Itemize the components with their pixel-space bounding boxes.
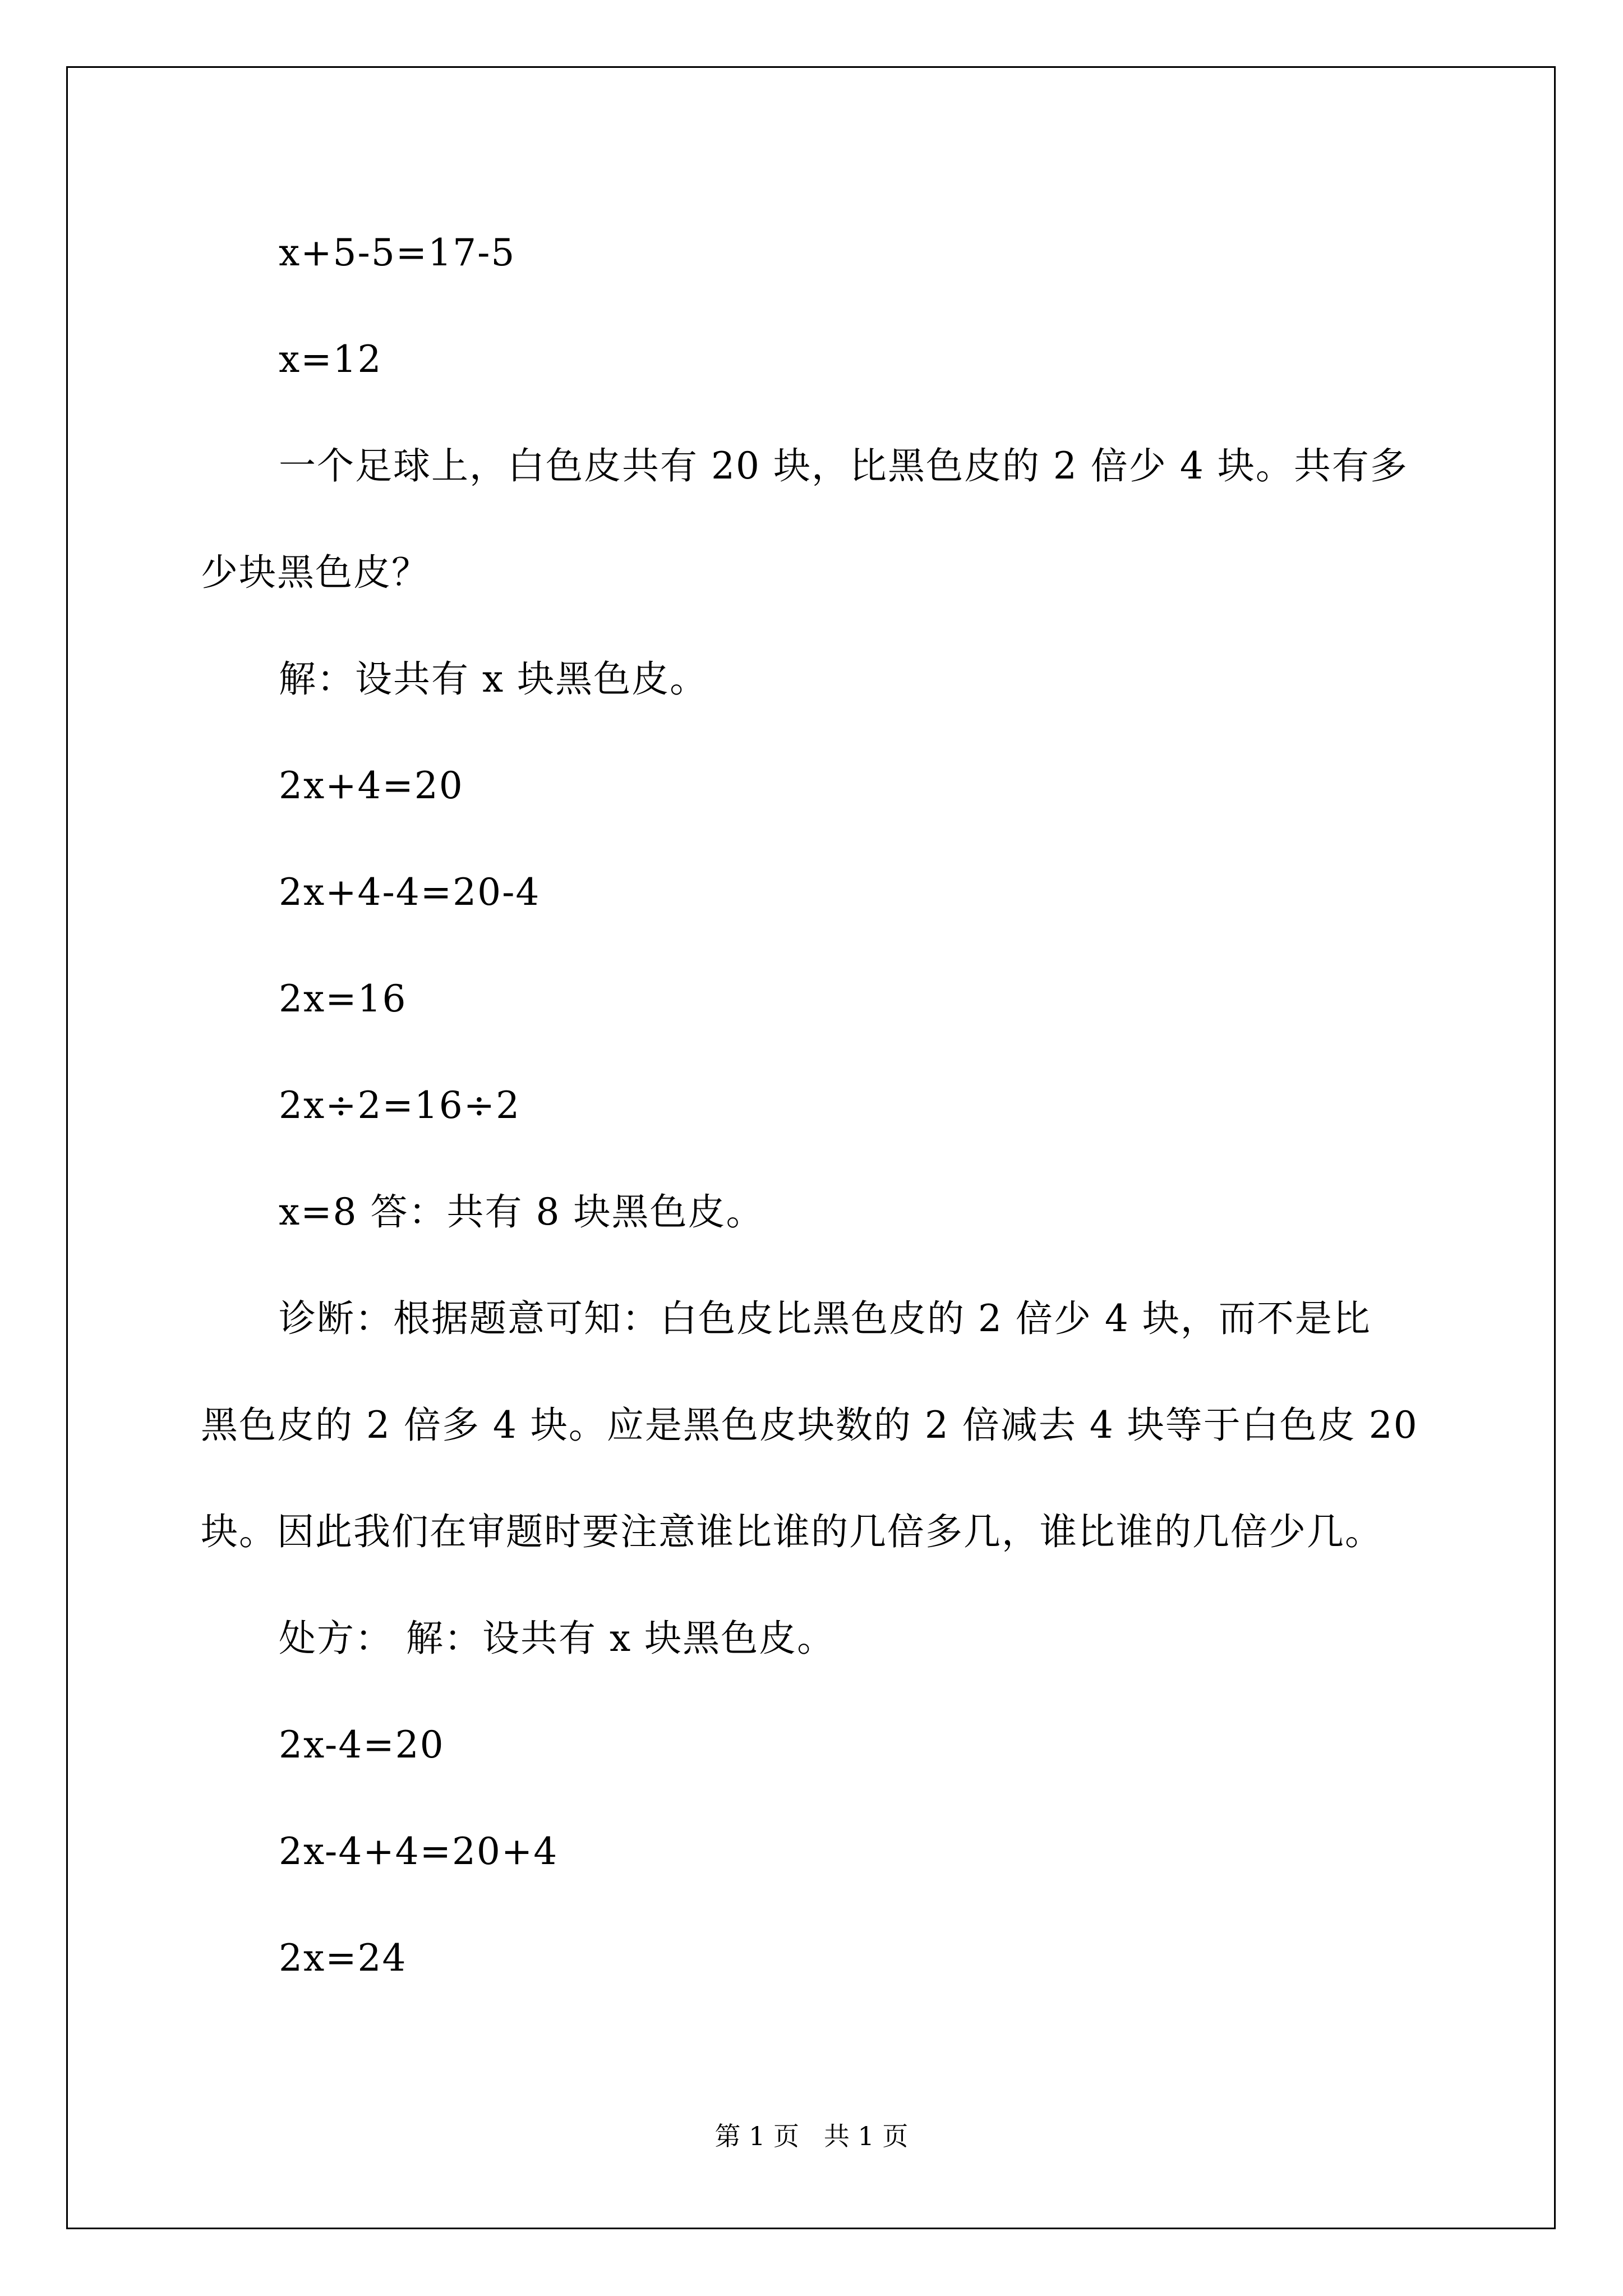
solution-setup: 解：设共有 x 块黑色皮。 — [279, 657, 708, 701]
equation-line: 2x+4-4=20-4 — [279, 871, 541, 914]
equation-line: 2x-4=20 — [279, 1723, 445, 1766]
page-border — [66, 66, 1556, 2229]
equation-line: 2x=24 — [279, 1936, 407, 1980]
diagnosis-text: 块。因此我们在审题时要注意谁比谁的几倍多几，谁比谁的几倍少几。 — [201, 1510, 1383, 1553]
answer-line: x=8 答：共有 8 块黑色皮。 — [279, 1190, 764, 1234]
equation-line: 2x+4=20 — [279, 764, 464, 807]
equation-line: 2x-4+4=20+4 — [279, 1830, 559, 1873]
diagnosis-text: 黑色皮的 2 倍多 4 块。应是黑色皮块数的 2 倍减去 4 块等于白色皮 20 — [201, 1404, 1418, 1447]
problem-text: 一个足球上，白色皮共有 20 块，比黑色皮的 2 倍少 4 块。共有多 — [279, 444, 1408, 487]
equation-line: x+5-5=17-5 — [279, 231, 516, 274]
equation-line: 2x=16 — [279, 977, 407, 1020]
equation-line: x=12 — [279, 338, 382, 381]
equation-line: 2x÷2=16÷2 — [279, 1084, 521, 1127]
prescription-text: 处方： 解：设共有 x 块黑色皮。 — [279, 1617, 836, 1660]
diagnosis-text: 诊断：根据题意可知：白色皮比黑色皮的 2 倍少 4 块，而不是比 — [279, 1297, 1371, 1340]
page-footer: 第 1 页 共 1 页 — [714, 2121, 909, 2151]
problem-text: 少块黑色皮？ — [201, 551, 430, 594]
